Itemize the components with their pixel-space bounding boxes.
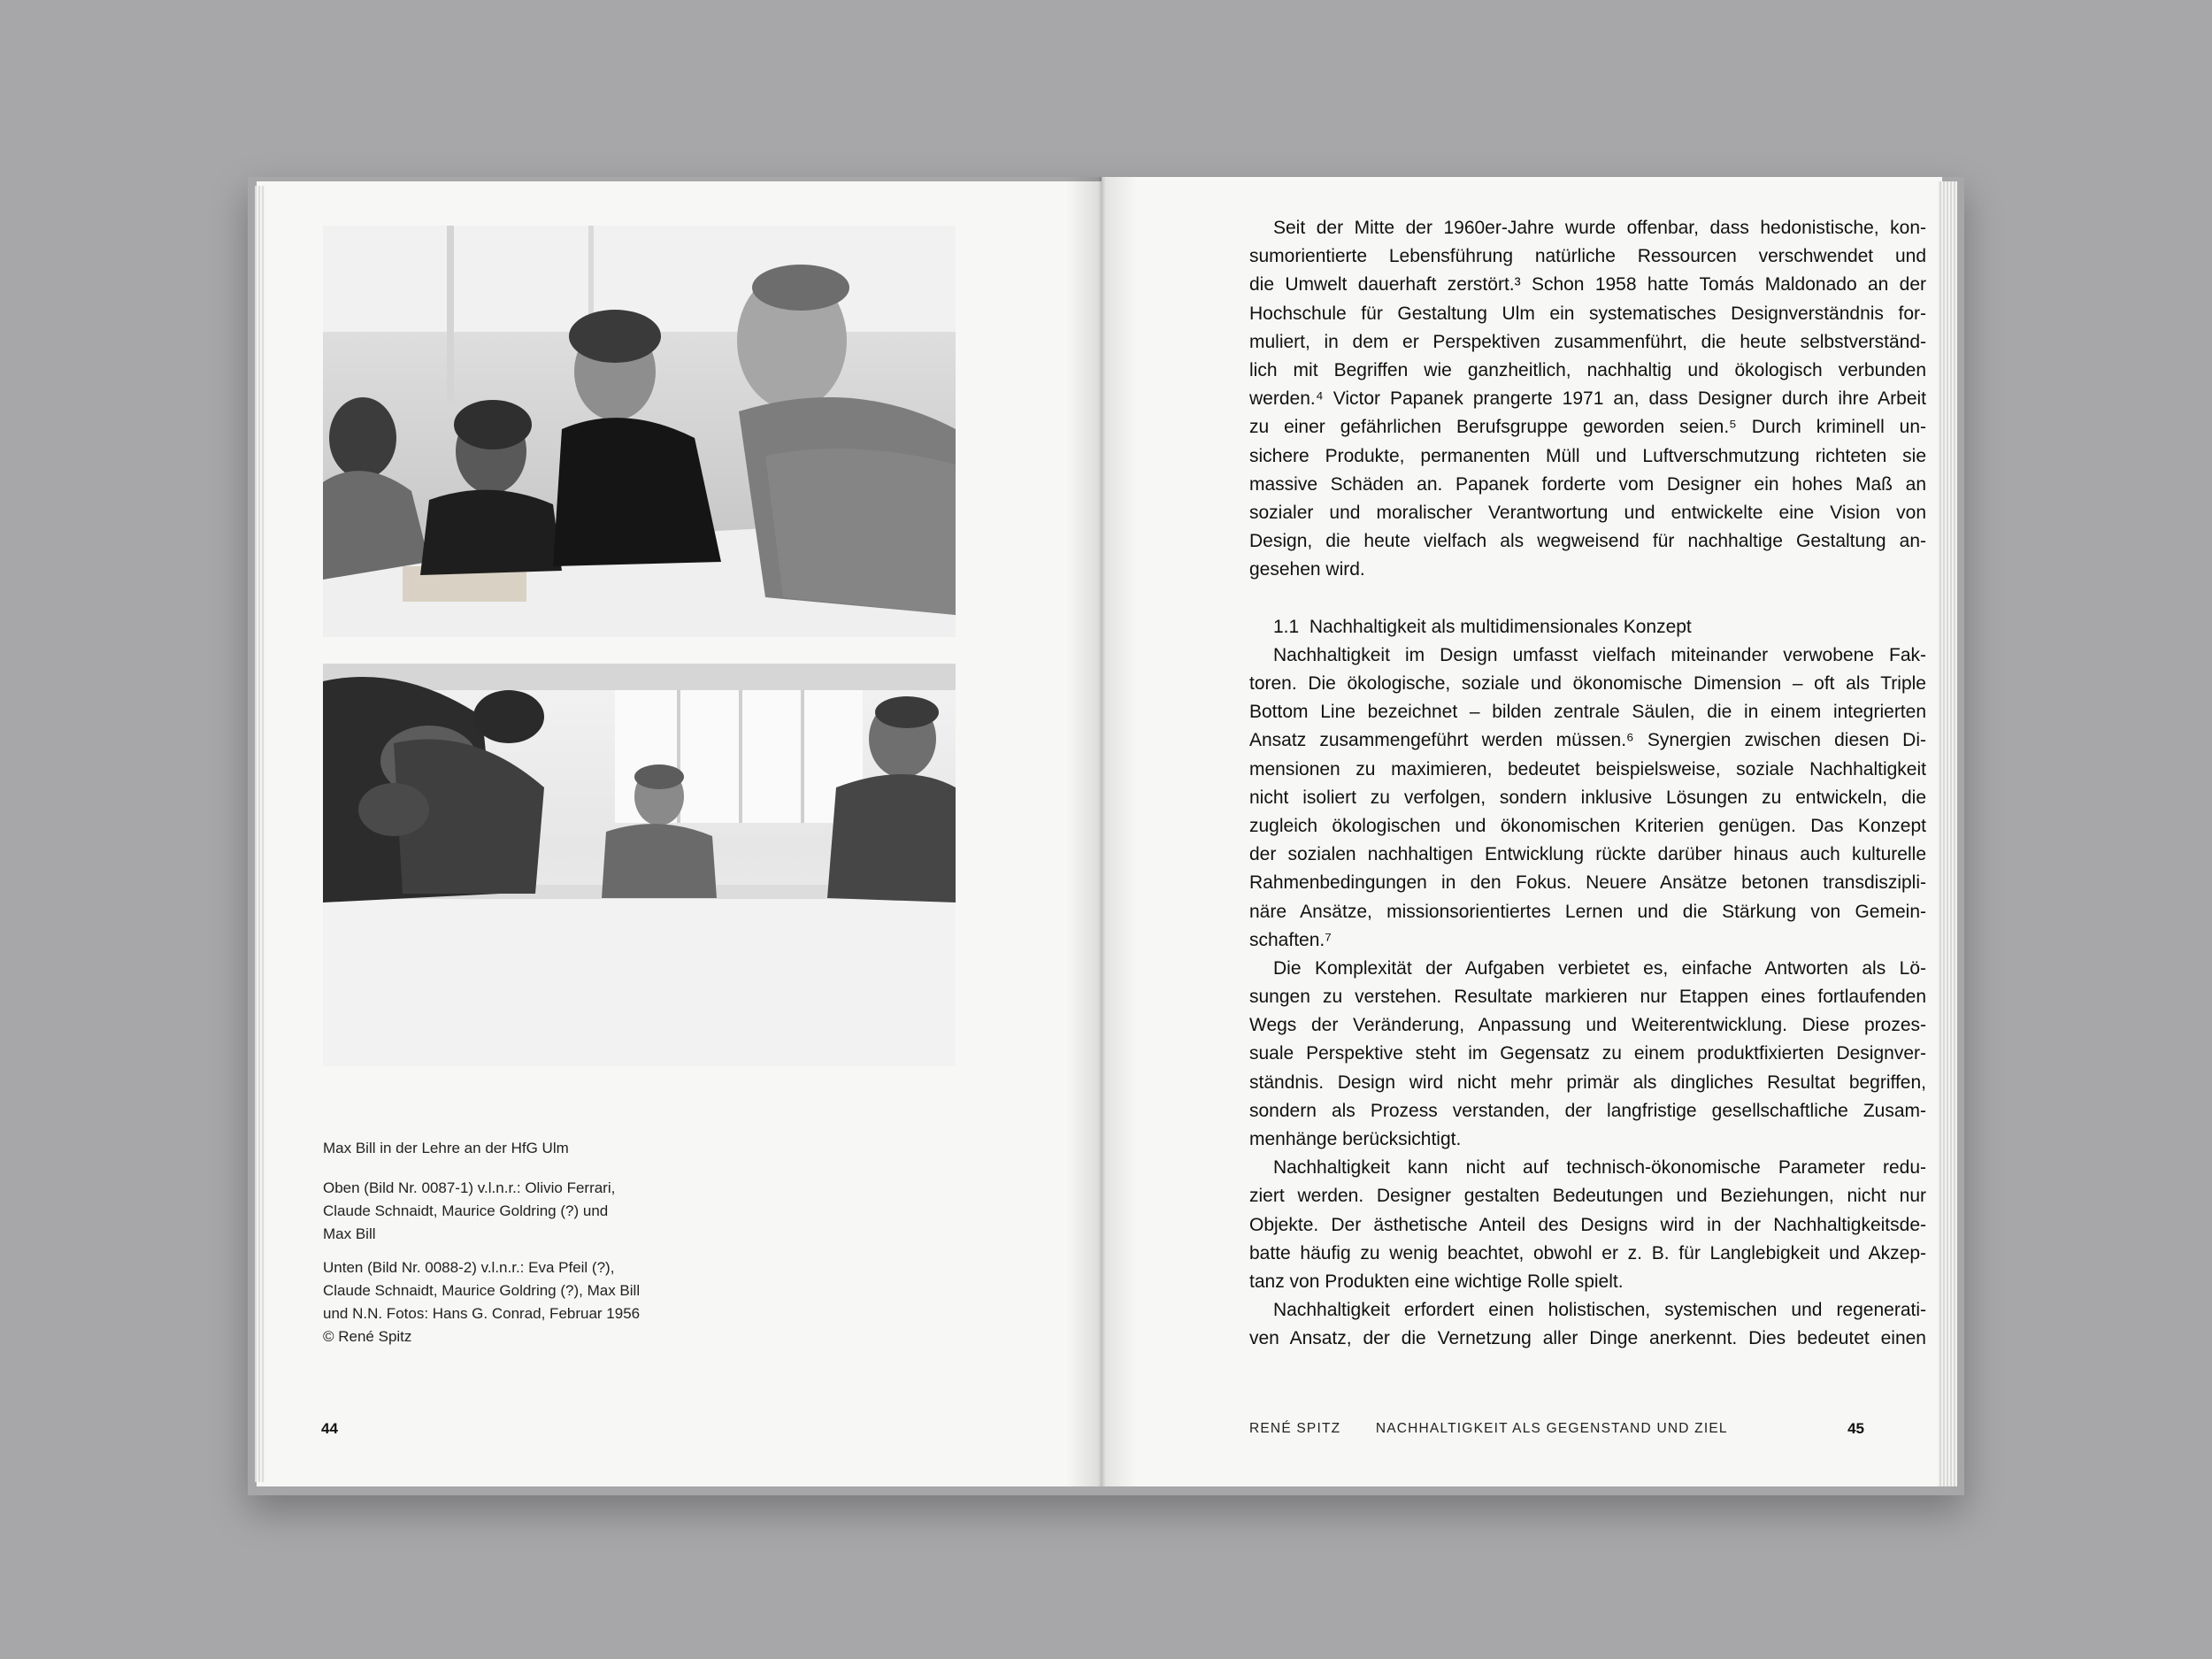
text-line: massive Schäden an. Papanek forderte vom Designer ein hohes Maß an bbox=[1249, 473, 1926, 495]
body-text bbox=[1249, 214, 1926, 1354]
text-line: ständnis. Design wird nicht mehr primär als dingliches Resultat begriffen, bbox=[1249, 1071, 1926, 1093]
text-line: nicht isoliert zu verfolgen, sondern inklusive Lösungen zu entwickeln, die bbox=[1249, 787, 1926, 808]
text-line: 1.1 Nachhaltigkeit als multidimensionales Konzept bbox=[1273, 616, 1692, 637]
photo-bottom-image bbox=[323, 664, 956, 1066]
page-edges-right bbox=[1938, 181, 1957, 1486]
text-line: suale Perspektive steht im Gegensatz zu einem produktfixierten Designver- bbox=[1249, 1043, 1926, 1064]
text-line: sumorientierte Lebensführung natürliche Ressourcen verschwendet und bbox=[1249, 246, 1926, 267]
text-line: Rahmenbedingungen in den Fokus. Neuere Ansätze betonen transdisziplі- bbox=[1249, 872, 1926, 894]
text-line: die Umwelt dauerhaft zerstört.³ Schon 1958 hatte Tomás Maldonado an der bbox=[1249, 274, 1926, 296]
text-line: sondern als Prozess verstanden, der langfristige gesellschaftliche Zusam- bbox=[1249, 1100, 1926, 1121]
caption-bottom bbox=[323, 1256, 659, 1348]
text-line: Hochschule für Gestaltung Ulm ein systematisches Designverständnis for- bbox=[1249, 303, 1926, 324]
text-line: tanz von Produkten eine wichtige Rolle spielt. bbox=[1249, 1271, 1624, 1292]
blank-line bbox=[1249, 584, 1926, 612]
running-title: NACHHALTIGKEIT ALS GEGENSTAND UND ZIEL bbox=[1375, 1421, 1728, 1436]
text-line: Bottom Line bezeichnet – bilden zentrale Säulen, die in einem integrierten bbox=[1249, 702, 1926, 723]
text-line: Seit der Mitte der 1960er-Jahre wurde offenbar, dass hedonistische, kon- bbox=[1273, 218, 1926, 238]
caption-bottom-line: und N.N. Fotos: Hans G. Conrad, Februar 1956 bbox=[323, 1305, 641, 1322]
left-page bbox=[257, 181, 1102, 1486]
text-line: Nachhaltigkeit erfordert einen holistischen, systemischen und regenerati- bbox=[1273, 1300, 1926, 1321]
text-line: muliert, in dem er Perspektiven zusammenführt, die heute selbstverständ- bbox=[1249, 331, 1926, 352]
text-line: Nachhaltigkeit im Design umfasst vielfach miteinander verwobene Fak- bbox=[1273, 644, 1926, 665]
caption-bottom-line: © René Spitz bbox=[323, 1328, 412, 1345]
text-line: lich mit Begriffen wie ganzheitlich, nachhaltig und ökologisch verbunden bbox=[1249, 359, 1926, 380]
caption-title: Max Bill in der Lehre an der HfG Ulm bbox=[323, 1140, 569, 1156]
text-line: menhänge berücksichtigt. bbox=[1249, 1129, 1462, 1149]
text-line: Ansatz zusammengeführt werden müssen.⁶ Synergien zwischen diesen Di- bbox=[1249, 730, 1926, 751]
page-number-right: 45 bbox=[1847, 1420, 1864, 1437]
running-footer bbox=[1249, 1421, 1758, 1437]
text-line: zu einer gefährlichen Berufsgruppe geworden seien.⁵ Durch kriminell un- bbox=[1249, 417, 1926, 438]
text-line: ziert werden. Designer gestalten Bedeutungen und Beziehungen, nicht nur bbox=[1249, 1186, 1926, 1207]
text-line: Design, die heute vielfach als wegweisend für nachhaltige Gestaltung an- bbox=[1249, 531, 1926, 552]
text-line: sozialer und moralischer Verantwortung und entwickelte eine Vision von bbox=[1249, 502, 1926, 523]
caption-top bbox=[323, 1177, 659, 1246]
text-line: sungen zu verstehen. Resultate markieren nur Etappen eines fortlaufenden bbox=[1249, 987, 1926, 1008]
caption-top-line: Claude Schnaidt, Maurice Goldring (?) und bbox=[323, 1202, 609, 1219]
text-line: der sozialen nachhaltigen Entwicklung rückte darüber hinaus auch kulturelle bbox=[1249, 844, 1926, 865]
text-line: toren. Die ökologische, soziale und ökonomische Dimension – oft als Triple bbox=[1249, 673, 1926, 694]
page-number-left: 44 bbox=[321, 1420, 338, 1437]
caption-top-line: Oben (Bild Nr. 0087-1) v.l.n.r.: Olivio Ferrari, bbox=[323, 1179, 616, 1196]
text-line: werden.⁴ Victor Papanek prangerte 1971 an, dass Designer durch ihre Arbeit bbox=[1249, 388, 1926, 410]
text-line: sichere Produkte, permanenten Müll und Luftverschmutzung richteten sie bbox=[1249, 445, 1926, 466]
text-line: mensionen zu maximieren, bedeutet beispielsweise, soziale Nachhaltigkeit bbox=[1249, 758, 1926, 780]
caption-bottom-line: Unten (Bild Nr. 0088-2) v.l.n.r.: Eva Pfeil (?), bbox=[323, 1259, 615, 1276]
text-line: näre Ansätze, missionsorientiertes Lernen und die Stärkung von Gemein- bbox=[1249, 901, 1926, 922]
running-author: RENÉ SPITZ bbox=[1249, 1421, 1341, 1436]
text-line: batte häufig zu wenig beachtet, obwohl er z. B. für Langlebigkeit und Akzep- bbox=[1249, 1242, 1926, 1263]
caption-top-line: Max Bill bbox=[323, 1225, 376, 1242]
text-line: Wegs der Veränderung, Anpassung und Weiterentwicklung. Diese prozes- bbox=[1249, 1015, 1926, 1036]
photo-bottom bbox=[323, 664, 956, 1066]
photo-top bbox=[323, 226, 956, 637]
right-page bbox=[1102, 177, 1942, 1486]
text-line: Die Komplexität der Aufgaben verbietet es, einfache Antworten als Lö- bbox=[1273, 957, 1926, 979]
page-edges-left bbox=[255, 186, 265, 1482]
text-line: gesehen wird. bbox=[1249, 559, 1365, 580]
caption-bottom-line: Claude Schnaidt, Maurice Goldring (?), Max Bill bbox=[323, 1282, 641, 1299]
text-line: schaften.⁷ bbox=[1249, 929, 1332, 950]
text-line: Objekte. Der ästhetische Anteil des Designs wird in der Nachhaltigkeitsde- bbox=[1249, 1214, 1926, 1235]
photo-top-image bbox=[323, 226, 956, 637]
text-line: ven Ansatz, der die Vernetzung aller Dinge anerkennt. Dies bedeutet einen bbox=[1249, 1328, 1926, 1349]
text-line: Nachhaltigkeit kann nicht auf technisch-ökonomische Parameter redu- bbox=[1273, 1157, 1926, 1179]
text-line: zugleich ökologischen und ökonomischen Kriterien genügen. Das Konzept bbox=[1249, 815, 1926, 836]
